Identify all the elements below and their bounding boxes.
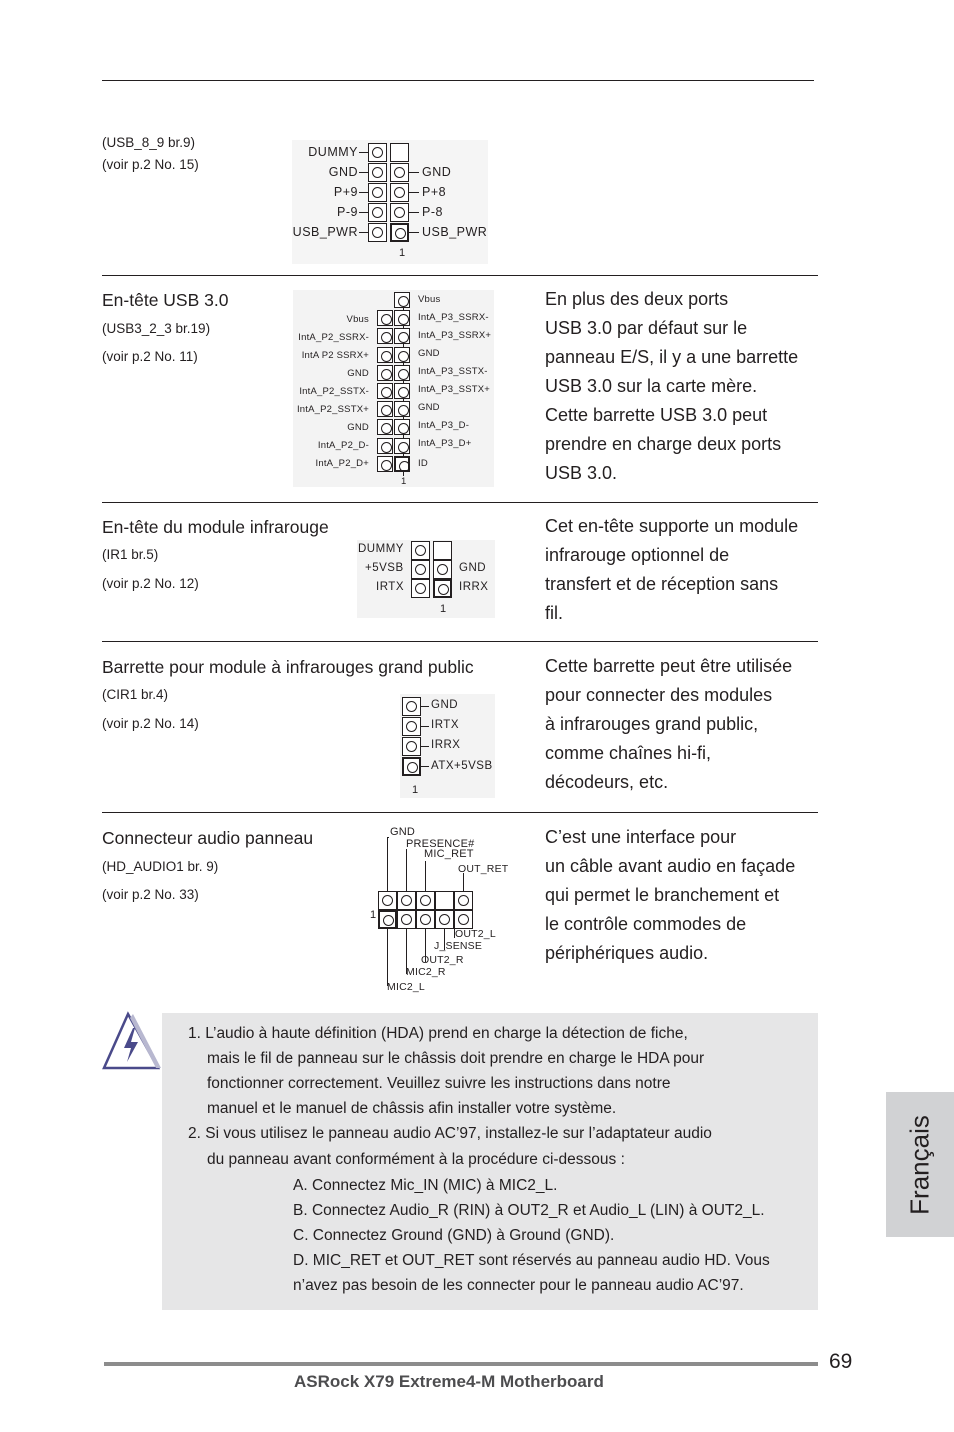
cir-title: Barrette pour module à infrarouges grand public: [102, 657, 474, 677]
desc-line: à infrarouges grand public,: [545, 714, 759, 734]
usb3-pin: [377, 328, 393, 344]
ir-ref: (IR1 br.5): [102, 547, 159, 562]
ir-page-ref: (voir p.2 No. 12): [102, 576, 199, 591]
audio-pin: [454, 891, 473, 910]
usb3-pin: [377, 456, 393, 472]
desc-line: infrarouge optionnel de: [545, 545, 730, 565]
cir-label: GND: [431, 699, 459, 711]
usb3-pin: [394, 419, 410, 435]
side-tab-label: Français: [904, 1114, 935, 1215]
divider: [102, 275, 818, 276]
usb2-label-dummy: DUMMY: [308, 145, 358, 159]
usb2-pin1-label: 1: [399, 247, 406, 259]
audio-pin-empty: [435, 891, 454, 910]
usb2-ref: (USB_8_9 br.9): [102, 135, 196, 150]
lead: [421, 746, 429, 747]
usb3-header-diagram: [293, 290, 494, 487]
ir-pin: [433, 560, 452, 579]
usb3-pin: [394, 383, 410, 399]
usb3-label: IntA_P3_SSTX-: [418, 366, 488, 377]
cir-label: IRRX: [431, 739, 461, 751]
audio-label-out2-l: OUT2_L: [455, 928, 496, 940]
usb3-label: IntA_P3_SSRX+: [418, 330, 492, 341]
usb3-ref: (USB3_2_3 br.19): [102, 321, 211, 336]
ir-label: IRRX: [459, 581, 489, 593]
lead: [359, 192, 368, 193]
lead: [421, 706, 429, 707]
audio-pin: [397, 910, 416, 929]
lead: [409, 172, 419, 173]
usb2-label-p9m: P-9: [337, 205, 358, 219]
usb3-title: En-tête USB 3.0: [102, 290, 229, 310]
usb3-label: IntA P2 SSRX+: [301, 350, 369, 361]
usb3-label: GND: [418, 348, 440, 359]
lead: [387, 837, 388, 891]
cir-ref: (CIR1 br.4): [102, 687, 169, 702]
desc-line: USB 3.0.: [545, 463, 618, 483]
usb3-pin: [394, 310, 410, 326]
usb3-pin: [377, 383, 393, 399]
ir-pin: [411, 560, 430, 579]
usb3-pin: [377, 347, 393, 363]
page-number: 69: [829, 1350, 853, 1373]
usb2-label-gnd-r: GND: [422, 165, 452, 179]
usb3-pin1: [394, 456, 410, 472]
usb2-pin: [368, 223, 387, 242]
usb3-label: IntA_P3_D-: [418, 420, 470, 431]
usb3-pin: [377, 365, 393, 381]
note-line: du panneau avant conformément à la procédure ci-dessous :: [207, 1151, 625, 1168]
desc-line: Cette barrette peut être utilisée: [545, 656, 793, 676]
audio-pin: [435, 910, 454, 929]
note-line: D. MIC_RET et OUT_RET sont réservés au panneau audio HD. Vous: [293, 1252, 770, 1269]
cir-pin: [402, 737, 421, 756]
audio-header-diagram: [366, 825, 509, 995]
desc-line: qui permet le branchement et: [545, 885, 780, 905]
lead: [387, 929, 388, 986]
desc-line: USB 3.0 par défaut sur le: [545, 318, 748, 338]
cir-label: ATX+5VSB: [431, 760, 493, 772]
usb3-label: IntA_P2_SSTX-: [299, 386, 369, 397]
usb3-pin: [377, 310, 393, 326]
cir-header-diagram: [400, 694, 495, 798]
cir-page-ref: (voir p.2 No. 14): [102, 716, 199, 731]
note-line: A. Connectez Mic_IN (MIC) à MIC2_L.: [293, 1177, 558, 1194]
usb3-label: IntA_P2_D-: [317, 440, 369, 451]
ir-pin-empty: [433, 541, 452, 560]
audio-pin: [397, 891, 416, 910]
usb2-label-pwr: USB_PWR: [292, 225, 358, 239]
ir-pin1-label: 1: [440, 603, 447, 615]
usb2-pin: [390, 163, 409, 182]
usb3-label: IntA_P3_SSRX-: [418, 312, 489, 323]
divider: [102, 812, 818, 813]
cir-pin1: [402, 757, 421, 776]
lead: [425, 861, 426, 891]
usb3-label: IntA_P3_SSTX+: [418, 384, 491, 395]
note-line: manuel et le manuel de châssis afin installer votre système.: [207, 1100, 617, 1117]
desc-line: USB 3.0 sur la carte mère.: [545, 376, 758, 396]
usb3-label: Vbus: [418, 294, 441, 305]
audio-label-gnd: GND: [390, 826, 416, 838]
lead: [421, 726, 429, 727]
cir-description: [545, 652, 792, 797]
lead: [359, 152, 368, 153]
usb3-label: ID: [418, 458, 428, 469]
audio-label-out-ret: OUT_RET: [458, 863, 509, 875]
desc-line: Cette barrette USB 3.0 peut: [545, 405, 768, 425]
ir-label: +5VSB: [365, 562, 404, 574]
audio-pin: [378, 891, 397, 910]
usb3-label: IntA_P2_SSTX+: [296, 404, 369, 415]
usb3-pin: [377, 438, 393, 454]
lead: [387, 837, 389, 838]
usb2-pin: [390, 183, 409, 202]
usb3-pin: [394, 401, 410, 417]
audio-pin: [416, 891, 435, 910]
usb3-page-ref: (voir p.2 No. 11): [102, 349, 198, 364]
note-line: B. Connectez Audio_R (RIN) à OUT2_R et Audio_L (LIN) à OUT2_L.: [293, 1202, 765, 1219]
usb2-pin: [368, 163, 387, 182]
audio-label-presence: PRESENCE#: [406, 838, 475, 850]
desc-line: comme chaînes hi-fi,: [545, 743, 712, 763]
audio-pin1-label: 1: [370, 909, 377, 921]
audio-description: [545, 823, 795, 968]
note-line: n’avez pas besoin de les connecter pour le panneau audio AC’97.: [293, 1277, 744, 1294]
lead: [409, 212, 419, 213]
note-line: fonctionner correctement. Veuillez suivre les instructions dans notre: [207, 1075, 671, 1092]
usb3-label: IntA_P2_SSRX-: [298, 332, 369, 343]
usb2-label-p8m: P-8: [422, 205, 443, 219]
usb2-pin: [368, 203, 387, 222]
usb3-label: IntA_P3_D+: [418, 438, 472, 449]
lead: [406, 849, 407, 891]
usb3-pin: [394, 365, 410, 381]
desc-line: périphériques audio.: [545, 943, 709, 963]
divider: [102, 502, 818, 503]
desc-line: Cet en-tête supporte un module: [545, 516, 799, 536]
lead: [463, 873, 464, 891]
usb3-label: GND: [347, 368, 369, 379]
cir-label: IRTX: [431, 719, 459, 731]
cir-pin: [402, 697, 421, 716]
footer-rule: [104, 1362, 818, 1366]
ir-label: GND: [459, 562, 487, 574]
usb3-pin: [377, 419, 393, 435]
usb3-pin: [394, 347, 410, 363]
audio-pin1: [378, 910, 397, 929]
ir-header-diagram: [357, 540, 495, 618]
audio-label-mic2-l: MIC2_L: [387, 981, 425, 993]
lead: [359, 172, 368, 173]
audio-pin: [416, 910, 435, 929]
usb2-page-ref: (voir p.2 No. 15): [102, 157, 199, 172]
usb3-pin: [394, 292, 410, 308]
note-line: C. Connectez Ground (GND) à Ground (GND).: [293, 1227, 615, 1244]
desc-line: pour connecter des modules: [545, 685, 773, 705]
usb2-pin: [390, 203, 409, 222]
desc-line: fil.: [545, 603, 563, 623]
ir-label: DUMMY: [358, 543, 404, 555]
ir-pin: [411, 541, 430, 560]
desc-line: prendre en charge deux ports: [545, 434, 782, 454]
ir-label: IRTX: [376, 581, 404, 593]
note-line: 2. Si vous utilisez le panneau audio AC’97, installez-le sur l’adaptateur audio: [188, 1125, 712, 1142]
cir-pin: [402, 717, 421, 736]
usb2-header-diagram: [292, 140, 488, 264]
ir-pin1: [433, 579, 452, 598]
lead: [421, 766, 429, 767]
usb2-pin1: [390, 223, 409, 242]
usb2-label-gnd: GND: [328, 165, 358, 179]
usb2-pin-empty: [390, 143, 409, 162]
note-box: [162, 1013, 818, 1310]
usb3-pin: [377, 401, 393, 417]
ir-pin: [411, 579, 430, 598]
note-line: mais le fil de panneau sur le châssis doit prendre en charge le HDA pour: [207, 1050, 705, 1067]
note-line: 1. L’audio à haute définition (HDA) prend en charge la détection de fiche,: [188, 1025, 688, 1042]
audio-label-mic-ret: MIC_RET: [424, 848, 474, 860]
usb2-label-p9p: P+9: [333, 185, 358, 199]
usb3-label: GND: [418, 402, 440, 413]
desc-line: le contrôle commodes de: [545, 914, 747, 934]
divider: [102, 641, 818, 642]
usb3-label: IntA_P2_D+: [315, 458, 369, 469]
usb2-label-pwr-r: USB_PWR: [422, 225, 488, 239]
audio-label-mic2-r: MIC2_R: [406, 966, 446, 978]
footer-product: ASRock X79 Extreme4-M Motherboard: [294, 1372, 604, 1391]
cir-pin1-label: 1: [412, 784, 419, 796]
lead: [409, 232, 419, 233]
usb2-pin: [368, 143, 387, 162]
audio-page-ref: (voir p.2 No. 33): [102, 887, 199, 902]
desc-line: panneau E/S, il y a une barrette: [545, 347, 799, 367]
usb3-pin: [394, 328, 410, 344]
audio-ref: (HD_AUDIO1 br. 9): [102, 859, 219, 874]
language-side-tab: [886, 1092, 954, 1237]
desc-line: En plus des deux ports: [545, 289, 729, 309]
top-rule: [102, 80, 814, 81]
usb3-description: [545, 285, 798, 488]
ir-description: [545, 512, 798, 628]
lead: [409, 192, 419, 193]
lead: [359, 232, 368, 233]
desc-line: transfert et de réception sans: [545, 574, 779, 594]
usb3-label: GND: [347, 422, 369, 433]
desc-line: C’est une interface pour: [545, 827, 737, 847]
usb2-pin: [368, 183, 387, 202]
audio-title: Connecteur audio panneau: [102, 828, 314, 848]
ir-title: En-tête du module infrarouge: [102, 517, 329, 537]
usb3-pin: [394, 438, 410, 454]
audio-label-out2-r: OUT2_R: [421, 954, 464, 966]
desc-line: décodeurs, etc.: [545, 772, 669, 792]
usb3-label: Vbus: [346, 314, 369, 325]
usb2-label-p8p: P+8: [422, 185, 447, 199]
desc-line: un câble avant audio en façade: [545, 856, 796, 876]
usb3-pin1-label: 1: [401, 476, 407, 487]
lead: [359, 212, 368, 213]
audio-pin: [454, 910, 473, 929]
warning-lightning-icon: [100, 1010, 164, 1070]
audio-label-j-sense: J_SENSE: [434, 940, 483, 952]
